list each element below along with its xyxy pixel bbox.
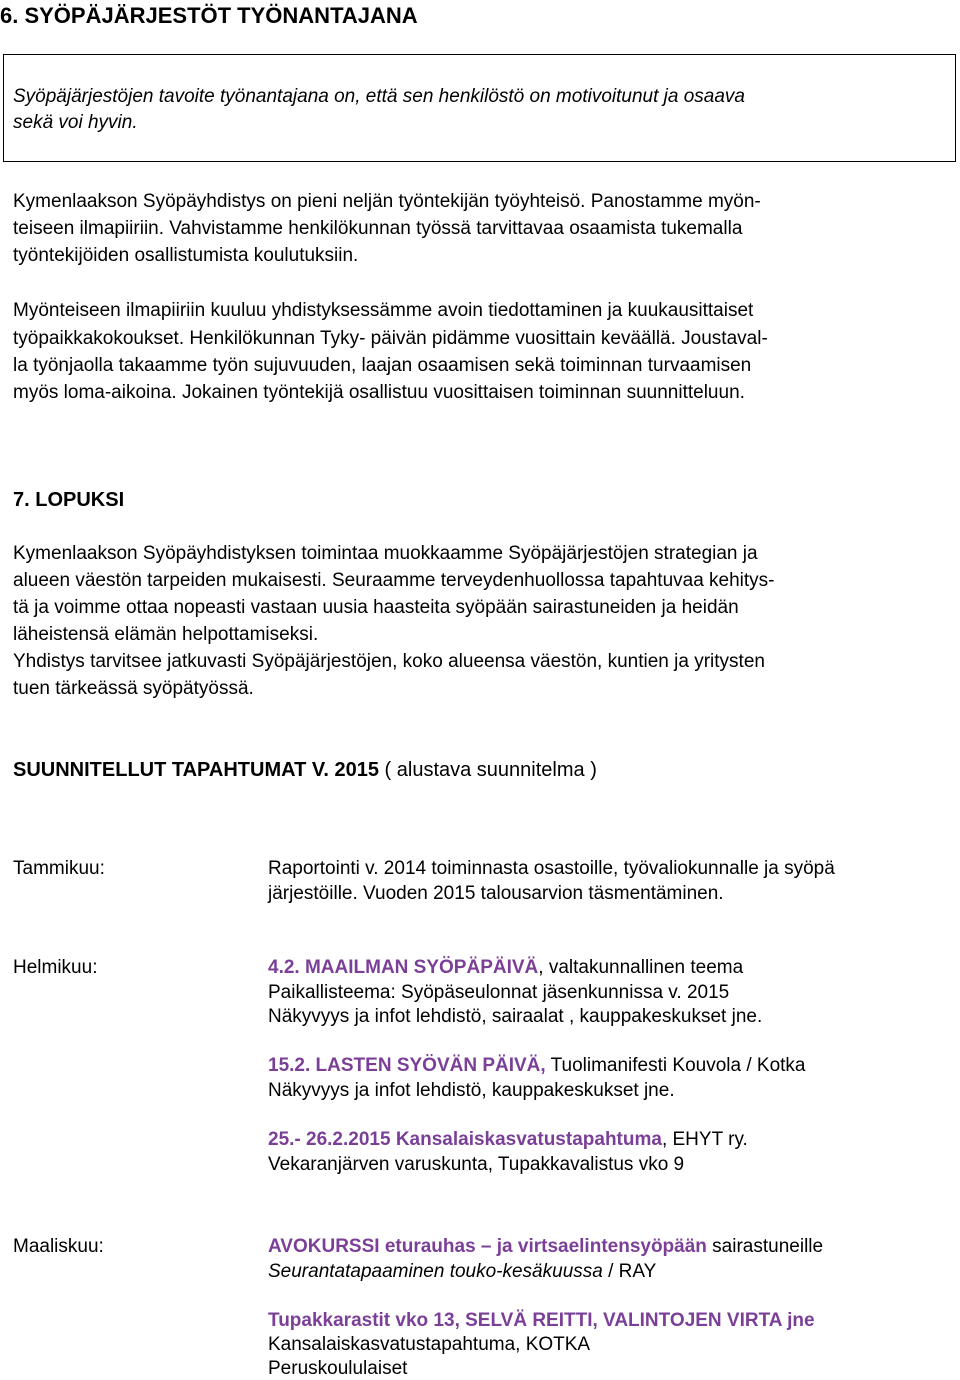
goal-box <box>3 54 956 162</box>
paragraph-line: tä ja voimme ottaa nopeasti vastaan uusia haasteita syöpään sairastuneiden ja heidän <box>13 597 739 618</box>
event-rest: Tuolimanifesti Kouvola / Kotka <box>545 1055 806 1076</box>
section-7-heading: 7. LOPUKSI <box>13 489 125 511</box>
event-highlight: 25.- 26.2.2015 Kansalaiskasvatustapahtuma <box>268 1129 662 1150</box>
paragraph-line: teiseen ilmapiiriin. Vahvistamme henkilökunnan työssä tarvittavaa osaamista tukemalla <box>13 218 743 239</box>
event-line: Paikallisteema: Syöpäseulonnat jäsenkunnissa v. 2015 <box>268 982 730 1003</box>
event-line <box>268 1261 656 1283</box>
paragraph-line: la työnjaolla takaamme työn sujuvuuden, laajan osaamisen sekä toiminnan turvaamisen <box>13 355 752 376</box>
paragraph-line: läheistensä elämän helpottamiseksi. <box>13 624 319 645</box>
event-civic-education <box>268 1129 748 1151</box>
paragraph-line: tuen tärkeässä syöpätyössä. <box>13 678 254 699</box>
paragraph-line: Kymenlaakson Syöpäyhdistyksen toimintaa muokkaamme Syöpäjärjestöjen strategian ja <box>13 543 758 564</box>
paragraph-line: Myönteiseen ilmapiiriin kuuluu yhdistyksessämme avoin tiedottaminen ja kuukausittaiset <box>13 300 754 321</box>
goal-box-line: sekä voi hyvin. <box>13 112 138 133</box>
event-line: Näkyvyys ja infot lehdistö, sairaalat , kauppakeskukset jne. <box>268 1006 763 1027</box>
event-italic: Seurantatapaaminen touko-kesäkuussa <box>268 1261 603 1282</box>
paragraph-line: Yhdistys tarvitsee jatkuvasti Syöpäjärjestöjen, koko alueensa väestön, kuntien ja yritysten <box>13 651 765 672</box>
events-heading-main: SUUNNITELLUT TAPAHTUMAT V. 2015 <box>13 759 379 781</box>
event-line: järjestöille. Vuoden 2015 talousarvion täsmentäminen. <box>268 883 724 904</box>
event-highlight: Tupakkarastit vko 13, SELVÄ REITTI, VALINTOJEN VIRTA jne <box>268 1310 815 1331</box>
events-heading-sub: ( alustava suunnitelma ) <box>384 759 597 781</box>
month-label-february: Helmikuu: <box>13 957 98 978</box>
goal-box-line: Syöpäjärjestöjen tavoite työnantajana on, että sen henkilöstö on motivoitunut ja osaava <box>13 86 745 107</box>
event-rest: , EHYT ry. <box>661 1129 748 1150</box>
event-childhood-cancer-day <box>268 1055 806 1077</box>
event-line: Raportointi v. 2014 toiminnasta osastoille, työvaliokunnalle ja syöpä <box>268 858 835 879</box>
event-rest: / RAY <box>602 1261 657 1282</box>
paragraph-line: työpaikkakokoukset. Henkilökunnan Tyky- päivän pidämme vuosittain keväällä. Joustaval- <box>13 328 768 349</box>
event-highlight: 15.2. LASTEN SYÖVÄN PÄIVÄ, <box>268 1055 546 1076</box>
paragraph-line: alueen väestön tarpeiden mukaisesti. Seuraamme terveydenhuollossa tapahtuvaa kehitys- <box>13 570 775 591</box>
event-line: Vekaranjärven varuskunta, Tupakkavalistus vko 9 <box>268 1154 685 1175</box>
event-tobacco-checkpoints <box>268 1310 815 1332</box>
event-highlight: 4.2. MAAILMAN SYÖPÄPÄIVÄ <box>268 957 539 978</box>
month-label-january: Tammikuu: <box>13 858 105 879</box>
event-rest: sairastuneille <box>706 1236 824 1257</box>
paragraph-line: myös loma-aikoina. Jokainen työntekijä osallistuu vuosittaisen toiminnan suunnitteluun. <box>13 382 745 403</box>
event-line: Näkyvyys ja infot lehdistö, kauppakeskukset jne. <box>268 1080 675 1101</box>
paragraph-line: Kymenlaakson Syöpäyhdistys on pieni neljän työntekijän työyhteisö. Panostamme myön- <box>13 191 761 212</box>
event-highlight: AVOKURSSI eturauhas – ja virtsaelintensyöpään <box>268 1236 707 1257</box>
paragraph-line: työntekijöiden osallistumista koulutuksiin. <box>13 245 359 266</box>
event-rest: , valtakunnallinen teema <box>538 957 744 978</box>
event-world-cancer-day <box>268 957 743 979</box>
month-label-march: Maaliskuu: <box>13 1236 104 1257</box>
event-open-course <box>268 1236 823 1258</box>
events-heading <box>13 759 597 782</box>
event-line: Peruskoululaiset <box>268 1358 408 1379</box>
event-line: Kansalaiskasvatustapahtuma, KOTKA <box>268 1334 591 1355</box>
section-6-heading: 6. SYÖPÄJÄRJESTÖT TYÖNANTAJANA <box>0 3 418 28</box>
